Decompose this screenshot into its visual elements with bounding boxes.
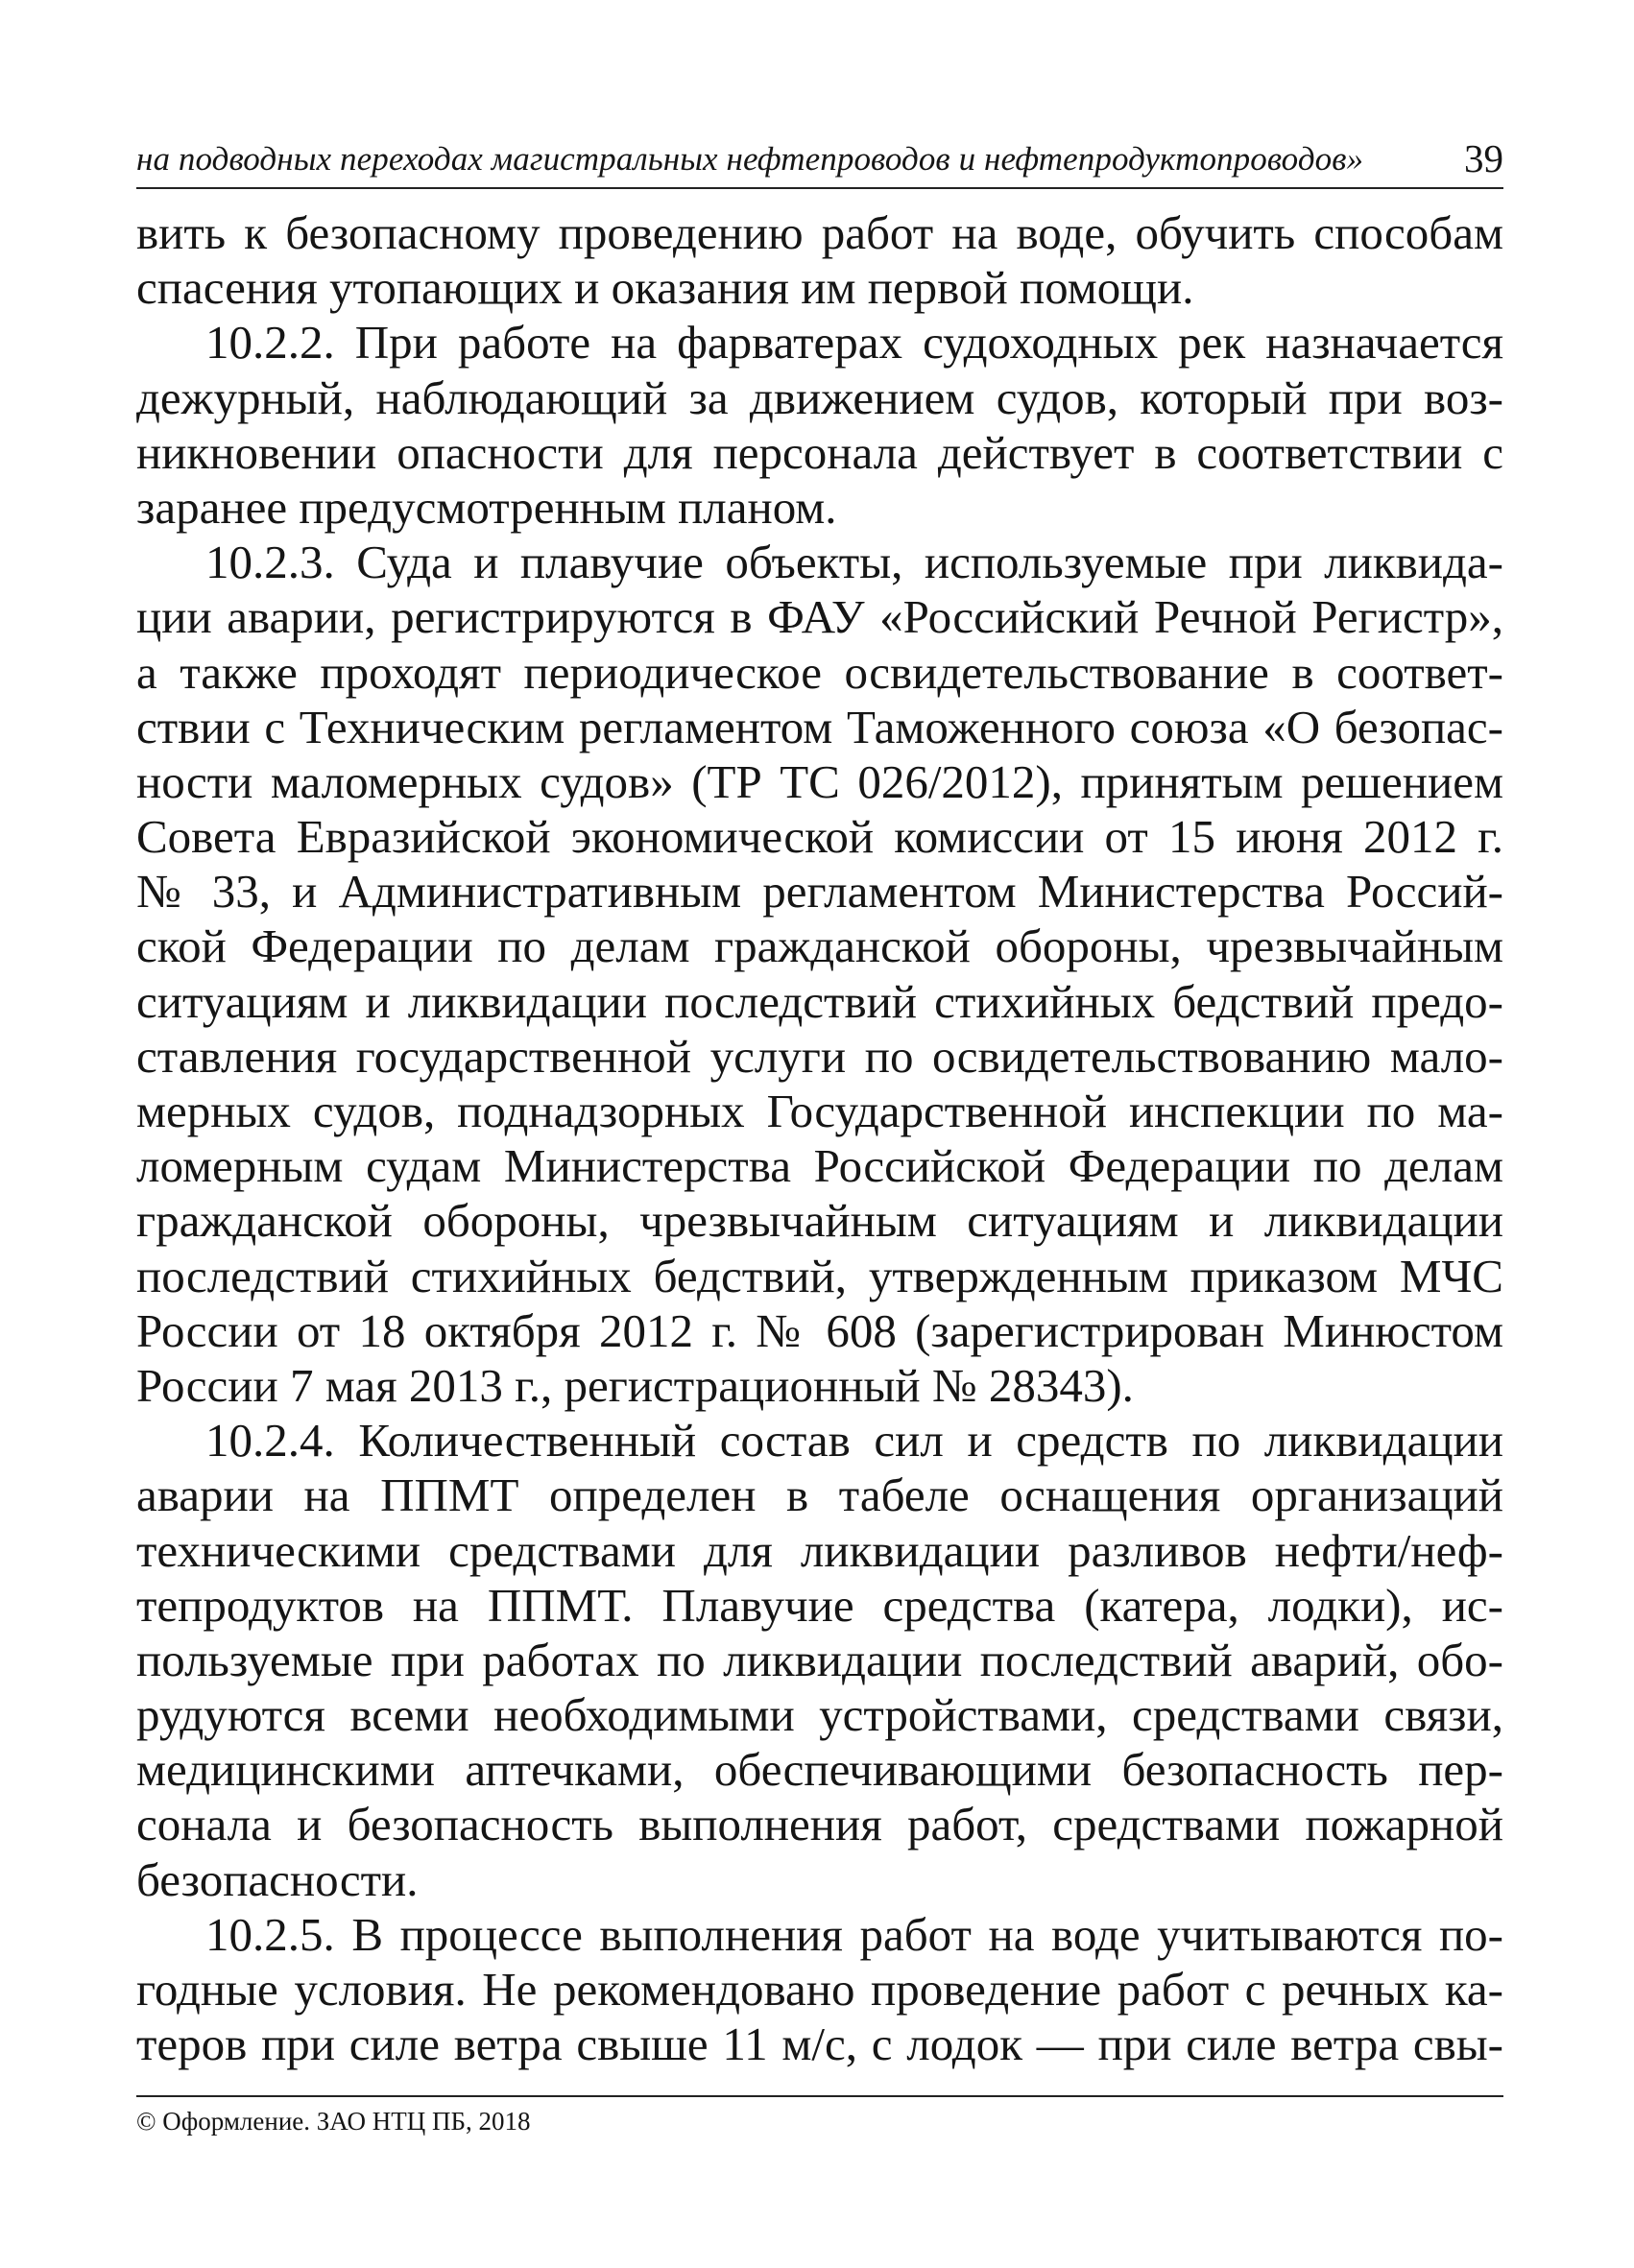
text-line: никновении опасности для персонала действует в соответствии с bbox=[136, 425, 1503, 479]
footer-divider bbox=[136, 2095, 1503, 2097]
text-line: ности маломерных судов» (ТР ТС 026/2012), принятым решением bbox=[136, 754, 1503, 808]
text-line: годные условия. Не рекомендовано проведение работ с речных ка- bbox=[136, 1963, 1503, 2016]
paragraph-10-2-4-start: 10.2.4. Количественный состав сил и средств по ликвидации bbox=[205, 1414, 1503, 1468]
text-line: тепродуктов на ППМТ. Плавучие средства (катера, лодки), ис- bbox=[136, 1578, 1503, 1632]
header-divider bbox=[136, 187, 1503, 189]
text-line: заранее предусмотренным планом. bbox=[136, 480, 837, 534]
text-line: дежурный, наблюдающий за движением судов, который при воз- bbox=[136, 370, 1503, 424]
text-line: ции аварии, регистрируются в ФАУ «Российский Речной Регистр», bbox=[136, 590, 1503, 644]
text-line: № 33, и Административным регламентом Министерства Россий- bbox=[136, 865, 1503, 919]
text-line: гражданской обороны, чрезвычайным ситуациям и ликвидации bbox=[136, 1194, 1503, 1248]
running-header-title: на подводных переходах магистральных нефтепроводов и нефтепродуктопроводов» bbox=[136, 140, 1364, 178]
page-number: 39 bbox=[1464, 136, 1503, 180]
text-line: а также проходят периодическое освидетельствование в соответ- bbox=[136, 645, 1503, 699]
text-line: ствии с Техническим регламентом Таможенного союза «О безопас- bbox=[136, 700, 1503, 753]
text-line: медицинскими аптечками, обеспечивающими безопасность пер- bbox=[136, 1743, 1503, 1797]
text-line: теров при силе ветра свыше 11 м/с, с лодок — при силе ветра свы- bbox=[136, 2017, 1503, 2071]
body-text bbox=[136, 205, 1503, 2071]
text-line: спасения утопающих и оказания им первой помощи. bbox=[136, 261, 1194, 315]
text-line: пользуемые при работах по ликвидации последствий аварий, обо- bbox=[136, 1633, 1503, 1686]
text-line: ситуациям и ликвидации последствий стихийных бедствий предо- bbox=[136, 974, 1503, 1028]
text-line: России 7 мая 2013 г., регистрационный № 28343). bbox=[136, 1358, 1134, 1412]
paragraph-10-2-2-start: 10.2.2. При работе на фарватерах судоходных рек назначается bbox=[205, 316, 1503, 370]
text-line: России от 18 октября 2012 г. № 608 (зарегистрирован Минюстом bbox=[136, 1303, 1503, 1357]
text-line: мерных судов, поднадзорных Государственной инспекции по ма- bbox=[136, 1085, 1503, 1137]
paragraph-10-2-3-start: 10.2.3. Суда и плавучие объекты, используемые при ликвида- bbox=[205, 536, 1503, 589]
text-line: рудуются всеми необходимыми устройствами, средствами связи, bbox=[136, 1688, 1503, 1742]
text-line: аварии на ППМТ определен в табеле оснащения организаций bbox=[136, 1468, 1503, 1522]
running-header bbox=[136, 132, 1503, 186]
footer-copyright: © Оформление. ЗАО НТЦ ПБ, 2018 bbox=[136, 2107, 531, 2136]
text-line: ской Федерации по делам гражданской обороны, чрезвычайным bbox=[136, 919, 1503, 973]
text-line: безопасности. bbox=[136, 1852, 419, 1906]
paragraph-10-2-5-start: 10.2.5. В процессе выполнения работ на воде учитываются по- bbox=[205, 1907, 1503, 1961]
text-line: ломерным судам Министерства Российской Федерации по делам bbox=[136, 1139, 1503, 1193]
text-line: сонала и безопасность выполнения работ, средствами пожарной bbox=[136, 1798, 1503, 1851]
text-line: Совета Евразийской экономической комиссии от 15 июня 2012 г. bbox=[136, 810, 1503, 864]
text-line: ставления государственной услуги по освидетельствованию мало- bbox=[136, 1029, 1503, 1083]
text-line: техническими средствами для ликвидации разливов нефти/неф- bbox=[136, 1523, 1503, 1577]
text-line: вить к безопасному проведению работ на воде, обучить способам bbox=[136, 206, 1503, 259]
text-line: последствий стихийных бедствий, утвержденным приказом МЧС bbox=[136, 1249, 1503, 1302]
